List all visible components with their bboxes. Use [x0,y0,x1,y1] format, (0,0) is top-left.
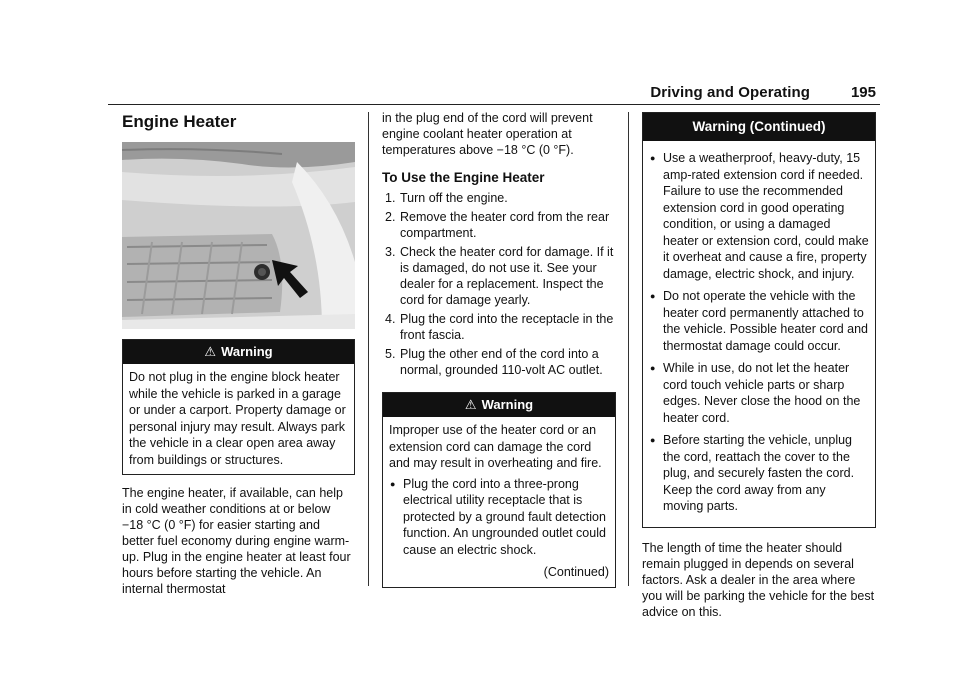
subsection-title: To Use the Engine Heater [382,170,545,185]
column-1 [122,110,355,597]
warning-bullet: ● While in use, do not let the heater cord touch vehicle parts or sharp edges. Never close the hood on the heater cord. [649,360,869,426]
header-rule [108,104,880,105]
step-item: 2. Remove the heater cord from the rear compartment. [385,210,610,240]
warning-body [383,417,615,587]
warning-bullet: ● Use a weatherproof, heavy-duty, 15 amp-rated extension cord if needed. Failure to use the recommended extension cord in good operating condition, or using a damaged heater or extension cord, could make it overheat and cause a fire, property damage, electric shock, and injury. [649,150,869,282]
warning-title: Warning [221,344,273,359]
page-number: 195 [850,84,876,101]
column-divider [628,112,629,586]
closing-paragraph: The length of time the heater should remain plugged in depends on several factors. Ask a dealer in the area where you will be parking the vehicle for the best advice on this. [642,540,875,619]
running-title: Driving and Operating [650,84,810,101]
section-title: Engine Heater [122,112,237,131]
warning-continued-box [642,112,876,528]
steps-list [382,190,616,378]
warning-body [643,141,875,527]
warning-triangle-icon: ⚠ [204,344,217,359]
intro-paragraph-part2: in the plug end of the cord will prevent engine coolant heater operation at temperatures above −18 °C (0 °F). [382,111,593,157]
step-item: 4. Plug the cord into the receptacle in the front fascia. [385,312,614,342]
engine-heater-plug-photo [122,142,355,329]
warning-bullet: ● Before starting the vehicle, unplug the cord, reattach the cover to the plug, and securely fasten the cord. Keep the cord away from any moving parts. [649,432,869,515]
step-item: 5. Plug the other end of the cord into a normal, grounded 110-volt AC outlet. [385,347,603,377]
step-item: 1. Turn off the engine. [385,191,508,205]
warning-bullet: ● Plug the cord into a three-prong electrical utility receptacle that is protected by a ground fault detection function. An ungrounded outlet could cause an electric shock. [389,476,609,559]
continued-label: (Continued) [543,565,609,579]
warning-bullets [649,150,869,515]
warning-box [122,339,355,475]
warning-box [382,392,616,588]
warning-header [383,393,615,417]
warning-header [123,340,354,364]
warning-bullets [389,476,609,559]
warning-header: Warning (Continued) [643,113,875,141]
column-2 [382,110,616,588]
column-3 [642,110,876,620]
warning-text: Do not plug in the engine block heater while the vehicle is parked in a garage or under a carport. Property damage or personal injury may result. Always park the vehicle in a clear open area away from buildings or structures. [129,370,346,467]
intro-paragraph-part1: The engine heater, if available, can help in cold weather conditions at or below −18 °C (0 °F) for easier starting and better fuel economy during engine warm-up. Plug in the engine heater at least four hours before starting the vehicle. An internal thermostat [122,486,351,596]
warning-triangle-icon: ⚠ [464,397,477,412]
warning-title: Warning [481,397,534,412]
warning-bullet: ● Do not operate the vehicle with the heater cord permanently attached to the vehicle. Possible heater cord and thermostat damage could occur. [649,288,869,354]
warning-text: Improper use of the heater cord or an extension cord can damage the cord and may result in overheating and fire. [389,423,602,470]
step-item: 3. Check the heater cord for damage. If it is damaged, do not use it. See your dealer for a replacement. Inspect the cord for damage yearly. [385,245,614,307]
engine-heater-plug-illustration [122,142,355,329]
column-divider [368,112,369,586]
